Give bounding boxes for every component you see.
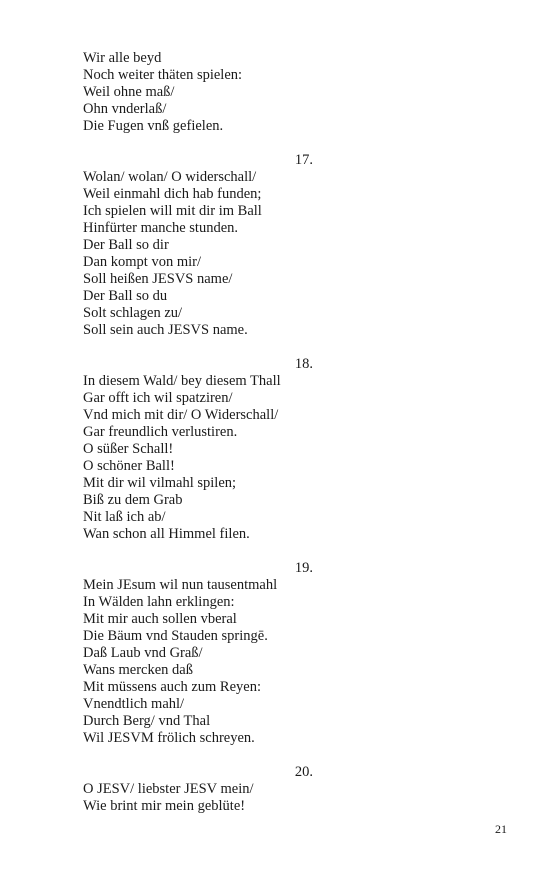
verse-line: Ohn vnderlaß/ — [83, 101, 167, 117]
verse-line: Gar freundlich verlustiren. — [83, 424, 238, 440]
poem-body — [83, 50, 313, 832]
verse-line: Noch weiter thäten spielen: — [83, 67, 243, 83]
verse-line: Mit müssens auch zum Reyen: — [83, 679, 262, 695]
verse-line: Nit laß ich ab/ — [83, 509, 166, 525]
verse-line: Die Fugen vnß gefielen. — [83, 118, 224, 134]
verse-line: Wan schon all Himmel filen. — [83, 526, 250, 542]
verse-line: Mit mir auch sollen vberal — [83, 611, 237, 627]
verse-line: Vnd mich mit dir/ O Widerschall/ — [83, 407, 279, 423]
stanza-18 — [83, 356, 313, 543]
stanza-20 — [83, 764, 313, 815]
verse-line: Durch Berg/ vnd Thal — [83, 713, 211, 729]
verse-line: Soll sein auch JESVS name. — [83, 322, 248, 338]
stanza-number: 18. — [294, 356, 313, 372]
page-number: 21 — [495, 822, 507, 836]
verse-line: Solt schlagen zu/ — [83, 305, 183, 321]
stanza-continued — [83, 50, 313, 135]
stanza-17 — [83, 152, 313, 339]
verse-line: Wie brint mir mein geblüte! — [83, 798, 246, 814]
verse-line: O schöner Ball! — [83, 458, 175, 474]
verse-line: Die Bäum vnd Stauden springē. — [83, 628, 268, 644]
verse-line: Soll heißen JESVS name/ — [83, 271, 233, 287]
verse-line: Weil ohne maß/ — [83, 84, 175, 100]
verse-line: O JESV/ liebster JESV mein/ — [83, 781, 254, 797]
verse-line: Vnendtlich mahl/ — [83, 696, 185, 712]
verse-line: Gar offt ich wil spatziren/ — [83, 390, 233, 406]
verse-line: Ich spielen will mit dir im Ball — [83, 203, 262, 219]
verse-line: Daß Laub vnd Graß/ — [83, 645, 203, 661]
verse-line: O süßer Schall! — [83, 441, 174, 457]
verse-line: Hinfürter manche stunden. — [83, 220, 239, 236]
verse-line: Wans mercken daß — [83, 662, 193, 678]
verse-line: In diesem Wald/ bey diesem Thall — [83, 373, 281, 389]
verse-line: In Wälden lahn erklingen: — [83, 594, 235, 610]
verse-line: Weil einmahl dich hab funden; — [83, 186, 262, 202]
verse-line: Mit dir wil vilmahl spilen; — [83, 475, 237, 491]
verse-line: Wolan/ wolan/ O widerschall/ — [83, 169, 257, 185]
stanza-19 — [83, 560, 313, 747]
verse-line: Mein JEsum wil nun tausentmahl — [83, 577, 278, 593]
verse-line: Der Ball so du — [83, 288, 168, 304]
verse-line: Wil JESVM frölich schreyen. — [83, 730, 255, 746]
verse-line: Biß zu dem Grab — [83, 492, 183, 508]
stanza-number: 20. — [294, 764, 313, 780]
verse-line: Dan kompt von mir/ — [83, 254, 202, 270]
stanza-number: 19. — [294, 560, 313, 576]
verse-line: Der Ball so dir — [83, 237, 169, 253]
verse-line: Wir alle beyd — [83, 50, 162, 66]
stanza-number: 17. — [294, 152, 313, 168]
